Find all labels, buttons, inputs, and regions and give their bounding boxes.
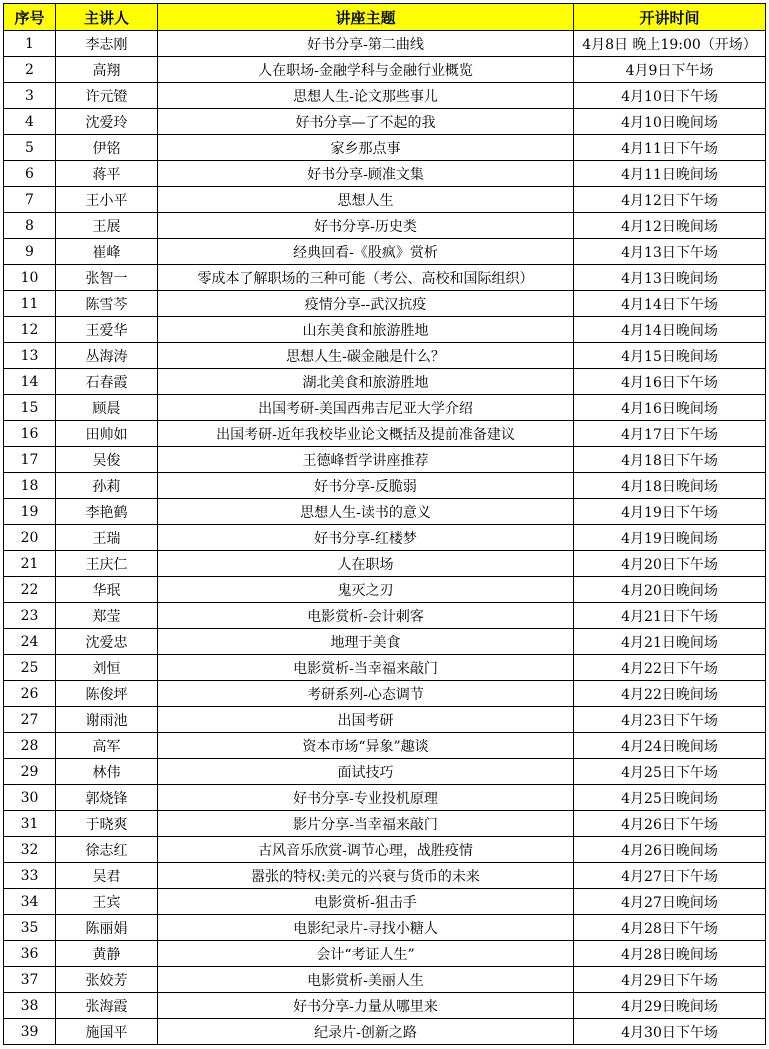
speaker-cell: 谢雨池: [56, 707, 158, 733]
row-number: 34: [4, 889, 56, 915]
table-row: [4, 499, 766, 525]
row-number: 17: [4, 447, 56, 473]
header-topic: 讲座主题: [158, 4, 574, 31]
topic-cell: 山东美食和旅游胜地: [158, 317, 574, 343]
topic-cell: 出国考研: [158, 707, 574, 733]
speaker-cell: 林伟: [56, 759, 158, 785]
topic-cell: 好书分享-顾准文集: [158, 161, 574, 187]
speaker-cell: 郭烧锋: [56, 785, 158, 811]
time-cell: 4月15日晚间场: [574, 343, 766, 369]
speaker-cell: 陈丽娟: [56, 915, 158, 941]
table-row: [4, 135, 766, 161]
table-row: [4, 265, 766, 291]
table-row: [4, 993, 766, 1019]
topic-cell: 思想人生: [158, 187, 574, 213]
table-row: [4, 447, 766, 473]
header-speaker: 主讲人: [56, 4, 158, 31]
row-number: 4: [4, 109, 56, 135]
topic-cell: 好书分享-历史类: [158, 213, 574, 239]
time-cell: 4月10日晚间场: [574, 109, 766, 135]
row-number: 35: [4, 915, 56, 941]
speaker-cell: 伊铭: [56, 135, 158, 161]
speaker-cell: 石春霞: [56, 369, 158, 395]
table-row: [4, 239, 766, 265]
speaker-cell: 王小平: [56, 187, 158, 213]
time-cell: 4月12日晚间场: [574, 213, 766, 239]
time-cell: 4月20日下午场: [574, 551, 766, 577]
time-cell: 4月11日晚间场: [574, 161, 766, 187]
time-cell: 4月29日晚间场: [574, 993, 766, 1019]
speaker-cell: 许元镫: [56, 83, 158, 109]
topic-cell: 面试技巧: [158, 759, 574, 785]
row-number: 23: [4, 603, 56, 629]
time-cell: 4月28日晚间场: [574, 941, 766, 967]
time-cell: 4月8日 晚上19:00（开场）: [574, 31, 766, 57]
table-row: [4, 811, 766, 837]
time-cell: 4月9日下午场: [574, 57, 766, 83]
topic-cell: 电影赏析-狙击手: [158, 889, 574, 915]
topic-cell: 古风音乐欣赏-调节心理，战胜疫情: [158, 837, 574, 863]
row-number: 2: [4, 57, 56, 83]
header-row: [4, 4, 766, 31]
topic-cell: 纪录片-创新之路: [158, 1019, 574, 1045]
row-number: 19: [4, 499, 56, 525]
time-cell: 4月27日下午场: [574, 863, 766, 889]
row-number: 32: [4, 837, 56, 863]
table-row: [4, 473, 766, 499]
speaker-cell: 华珉: [56, 577, 158, 603]
speaker-cell: 刘恒: [56, 655, 158, 681]
row-number: 25: [4, 655, 56, 681]
table-row: [4, 785, 766, 811]
row-number: 18: [4, 473, 56, 499]
time-cell: 4月19日下午场: [574, 499, 766, 525]
time-cell: 4月14日晚间场: [574, 317, 766, 343]
time-cell: 4月19日晚间场: [574, 525, 766, 551]
time-cell: 4月13日下午场: [574, 239, 766, 265]
time-cell: 4月16日晚间场: [574, 395, 766, 421]
speaker-cell: 王展: [56, 213, 158, 239]
topic-cell: 资本市场“异象”趣谈: [158, 733, 574, 759]
speaker-cell: 田帅如: [56, 421, 158, 447]
table-row: [4, 863, 766, 889]
row-number: 14: [4, 369, 56, 395]
time-cell: 4月12日下午场: [574, 187, 766, 213]
row-number: 3: [4, 83, 56, 109]
row-number: 29: [4, 759, 56, 785]
table-row: [4, 395, 766, 421]
topic-cell: 好书分享-专业投机原理: [158, 785, 574, 811]
topic-cell: 影片分享-当幸福来敲门: [158, 811, 574, 837]
row-number: 12: [4, 317, 56, 343]
topic-cell: 人在职场: [158, 551, 574, 577]
speaker-cell: 高军: [56, 733, 158, 759]
speaker-cell: 施国平: [56, 1019, 158, 1045]
speaker-cell: 丛海涛: [56, 343, 158, 369]
row-number: 31: [4, 811, 56, 837]
speaker-cell: 李艳鹤: [56, 499, 158, 525]
topic-cell: 好书分享-力量从哪里来: [158, 993, 574, 1019]
topic-cell: 思想人生-读书的意义: [158, 499, 574, 525]
row-number: 7: [4, 187, 56, 213]
table-row: [4, 655, 766, 681]
topic-cell: 家乡那点事: [158, 135, 574, 161]
row-number: 1: [4, 31, 56, 57]
time-cell: 4月24日晚间场: [574, 733, 766, 759]
topic-cell: 会计“考证人生”: [158, 941, 574, 967]
speaker-cell: 王庆仁: [56, 551, 158, 577]
row-number: 21: [4, 551, 56, 577]
topic-cell: 出国考研-近年我校毕业论文概括及提前准备建议: [158, 421, 574, 447]
time-cell: 4月21日晚间场: [574, 629, 766, 655]
table-row: [4, 343, 766, 369]
table-row: [4, 83, 766, 109]
topic-cell: 考研系列-心态调节: [158, 681, 574, 707]
topic-cell: 思想人生-碳金融是什么？: [158, 343, 574, 369]
row-number: 11: [4, 291, 56, 317]
table-row: [4, 1019, 766, 1045]
table-row: [4, 551, 766, 577]
row-number: 9: [4, 239, 56, 265]
table-row: [4, 577, 766, 603]
table-row: [4, 733, 766, 759]
row-number: 15: [4, 395, 56, 421]
row-number: 38: [4, 993, 56, 1019]
topic-cell: 经典回看-《股疯》赏析: [158, 239, 574, 265]
table-row: [4, 317, 766, 343]
topic-cell: 思想人生-论文那些事儿: [158, 83, 574, 109]
table-row: [4, 941, 766, 967]
table-body: [4, 31, 766, 1045]
row-number: 13: [4, 343, 56, 369]
topic-cell: 零成本了解职场的三种可能（考公、高校和国际组织）: [158, 265, 574, 291]
speaker-cell: 孙莉: [56, 473, 158, 499]
table-row: [4, 759, 766, 785]
speaker-cell: 陈雪芩: [56, 291, 158, 317]
time-cell: 4月23日下午场: [574, 707, 766, 733]
topic-cell: 好书分享-红楼梦: [158, 525, 574, 551]
speaker-cell: 高翔: [56, 57, 158, 83]
time-cell: 4月28日下午场: [574, 915, 766, 941]
time-cell: 4月30日下午场: [574, 1019, 766, 1045]
speaker-cell: 张姣芳: [56, 967, 158, 993]
speaker-cell: 张智一: [56, 265, 158, 291]
row-number: 30: [4, 785, 56, 811]
speaker-cell: 于晓爽: [56, 811, 158, 837]
topic-cell: 好书分享—了不起的我: [158, 109, 574, 135]
speaker-cell: 李志刚: [56, 31, 158, 57]
time-cell: 4月17日下午场: [574, 421, 766, 447]
topic-cell: 好书分享-第二曲线: [158, 31, 574, 57]
row-number: 37: [4, 967, 56, 993]
speaker-cell: 蒋平: [56, 161, 158, 187]
time-cell: 4月11日下午场: [574, 135, 766, 161]
time-cell: 4月14日下午场: [574, 291, 766, 317]
time-cell: 4月25日下午场: [574, 759, 766, 785]
header-no: 序号: [4, 4, 56, 31]
row-number: 24: [4, 629, 56, 655]
time-cell: 4月29日下午场: [574, 967, 766, 993]
speaker-cell: 王爱华: [56, 317, 158, 343]
table-row: [4, 57, 766, 83]
topic-cell: 嚣张的特权:美元的兴衰与货币的未来: [158, 863, 574, 889]
topic-cell: 好书分享-反脆弱: [158, 473, 574, 499]
time-cell: 4月27日晚间场: [574, 889, 766, 915]
table-row: [4, 603, 766, 629]
header-time: 开讲时间: [574, 4, 766, 31]
topic-cell: 电影赏析-当幸福来敲门: [158, 655, 574, 681]
row-number: 22: [4, 577, 56, 603]
table-row: [4, 707, 766, 733]
speaker-cell: 吴君: [56, 863, 158, 889]
time-cell: 4月13日晚间场: [574, 265, 766, 291]
row-number: 33: [4, 863, 56, 889]
speaker-cell: 陈俊坪: [56, 681, 158, 707]
time-cell: 4月25日晚间场: [574, 785, 766, 811]
table-row: [4, 629, 766, 655]
speaker-cell: 王宾: [56, 889, 158, 915]
table-row: [4, 525, 766, 551]
time-cell: 4月22日下午场: [574, 655, 766, 681]
row-number: 16: [4, 421, 56, 447]
topic-cell: 鬼灭之刃: [158, 577, 574, 603]
speaker-cell: 沈爱忠: [56, 629, 158, 655]
topic-cell: 出国考研-美国西弗吉尼亚大学介绍: [158, 395, 574, 421]
row-number: 5: [4, 135, 56, 161]
time-cell: 4月18日晚间场: [574, 473, 766, 499]
table-row: [4, 187, 766, 213]
row-number: 26: [4, 681, 56, 707]
speaker-cell: 吴俊: [56, 447, 158, 473]
time-cell: 4月26日下午场: [574, 811, 766, 837]
time-cell: 4月10日下午场: [574, 83, 766, 109]
row-number: 36: [4, 941, 56, 967]
time-cell: 4月22日晚间场: [574, 681, 766, 707]
topic-cell: 疫情分享--武汉抗疫: [158, 291, 574, 317]
lecture-schedule-table: [3, 3, 766, 1045]
table-row: [4, 915, 766, 941]
table-row: [4, 109, 766, 135]
table-row: [4, 967, 766, 993]
table-row: [4, 681, 766, 707]
topic-cell: 电影赏析-美丽人生: [158, 967, 574, 993]
row-number: 28: [4, 733, 56, 759]
speaker-cell: 郑莹: [56, 603, 158, 629]
table-row: [4, 837, 766, 863]
table-row: [4, 421, 766, 447]
row-number: 6: [4, 161, 56, 187]
time-cell: 4月21日下午场: [574, 603, 766, 629]
topic-cell: 人在职场-金融学科与金融行业概览: [158, 57, 574, 83]
topic-cell: 湖北美食和旅游胜地: [158, 369, 574, 395]
table-row: [4, 161, 766, 187]
topic-cell: 电影赏析-会计刺客: [158, 603, 574, 629]
time-cell: 4月18日下午场: [574, 447, 766, 473]
speaker-cell: 顾晨: [56, 395, 158, 421]
row-number: 10: [4, 265, 56, 291]
row-number: 27: [4, 707, 56, 733]
speaker-cell: 徐志红: [56, 837, 158, 863]
speaker-cell: 王瑞: [56, 525, 158, 551]
table-row: [4, 291, 766, 317]
table-header: [4, 4, 766, 31]
table-row: [4, 889, 766, 915]
topic-cell: 地理于美食: [158, 629, 574, 655]
time-cell: 4月20日晚间场: [574, 577, 766, 603]
topic-cell: 王德峰哲学讲座推荐: [158, 447, 574, 473]
speaker-cell: 沈爱玲: [56, 109, 158, 135]
row-number: 39: [4, 1019, 56, 1045]
table-row: [4, 369, 766, 395]
speaker-cell: 黄静: [56, 941, 158, 967]
topic-cell: 电影纪录片-寻找小糖人: [158, 915, 574, 941]
time-cell: 4月16日下午场: [574, 369, 766, 395]
speaker-cell: 崔峰: [56, 239, 158, 265]
row-number: 8: [4, 213, 56, 239]
time-cell: 4月26日晚间场: [574, 837, 766, 863]
table-row: [4, 31, 766, 57]
row-number: 20: [4, 525, 56, 551]
speaker-cell: 张海霞: [56, 993, 158, 1019]
table-row: [4, 213, 766, 239]
